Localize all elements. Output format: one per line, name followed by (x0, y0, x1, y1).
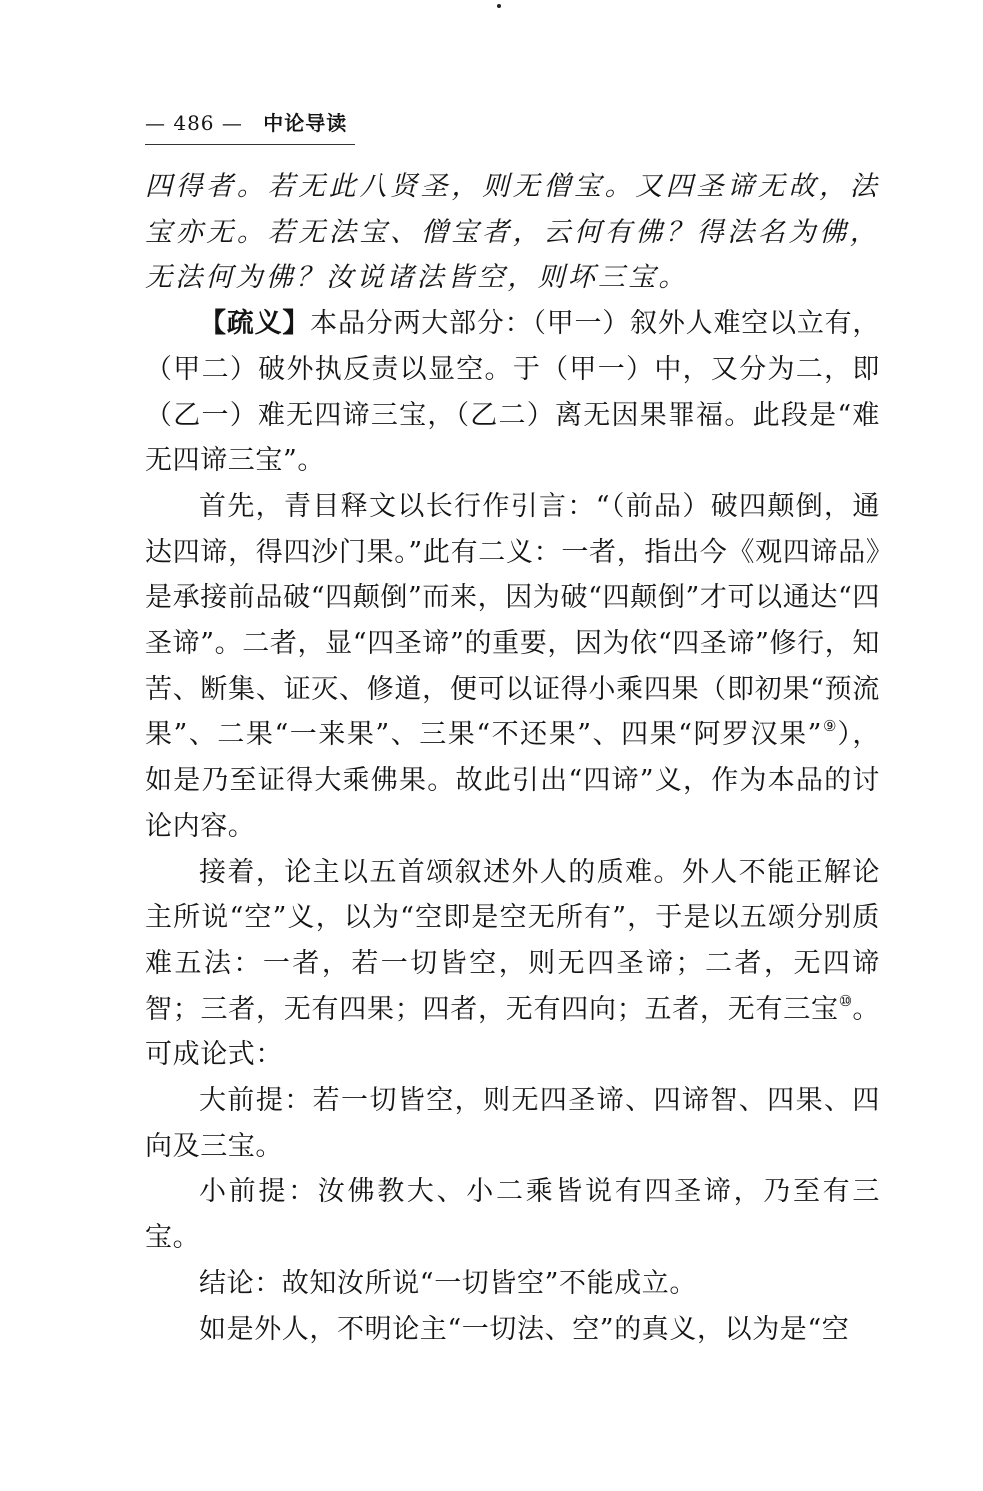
paragraph-objection-end: 。可成论式： (145, 993, 881, 1071)
paragraph-objection-text: 接着，论主以五首颂叙述外人的质难。外人不能正解论主所说“空”义，以为“空即是空无所有”，于是以五颂分别质难五法：一者，若一切皆空，则无四圣谛；二者，无四谛智；三者，无有四果；四者，无有四向；五者，无有三宝 (145, 856, 880, 1025)
paragraph-continuation: 如是外人，不明论主“一切法、空”的真义，以为是“空 (199, 1313, 850, 1345)
header-rule (145, 144, 355, 145)
paragraph-intro (145, 484, 880, 850)
minor-premise: 小前提：汝佛教大、小二乘皆说有四圣谛，乃至有三宝。 (145, 1176, 880, 1254)
paragraph-intro-text: 首先，青目释文以长行作引言：“（前品）破四颠倒，通达四谛，得四沙门果。”此有二义：一者，指出今《观四谛品》是承接前品破“四颠倒”而来，因为破“四颠倒”才可以通达“四圣谛”。二者，显“四圣谛”的重要，因为依“四圣谛”修行，知苦、断集、证灭、修道，便可以证得小乘四果（即初果“预流果”、二果“一来果”、三果“不还果”、四果“阿罗汉果” (145, 490, 880, 751)
paragraph-objection (145, 850, 880, 1079)
major-premise: 大前提：若一切皆空，则无四圣谛、四谛智、四果、四向及三宝。 (145, 1085, 880, 1162)
quoted-verse-text: 四得者。若无此八贤圣，则无僧宝。又四圣谛无故，法宝亦无。若无法宝、僧宝者，云何有佛？得法名为佛，无法何为佛？汝说诸法皆空，则坏三宝。 (145, 171, 880, 294)
running-header (145, 110, 885, 136)
commentary-paragraph (145, 301, 880, 484)
commentary-label: 【疏义】 (199, 308, 311, 340)
commentary-text: 本品分两大部分：（甲一）叙外人难空以立有，（甲二）破外执反责以显空。于（甲一）中，又分为二，即（乙一）难无四谛三宝，（乙二）离无因果罪福。此段是“难无四谛三宝”。 (145, 308, 880, 477)
page-number: — 486 — (145, 111, 243, 135)
body-text (145, 164, 880, 1352)
paragraph-intro-end: ），如是乃至证得大乘佛果。故此引出“四谛”义，作为本品的讨论内容。 (145, 719, 880, 842)
footnote-marker-9: ⑨ (822, 717, 838, 736)
footnote-marker-10: ⑩ (838, 991, 853, 1010)
print-speck (497, 4, 501, 8)
conclusion: 结论：故知汝所说“一切皆空”不能成立。 (199, 1267, 698, 1299)
book-title: 中论导读 (263, 111, 348, 135)
